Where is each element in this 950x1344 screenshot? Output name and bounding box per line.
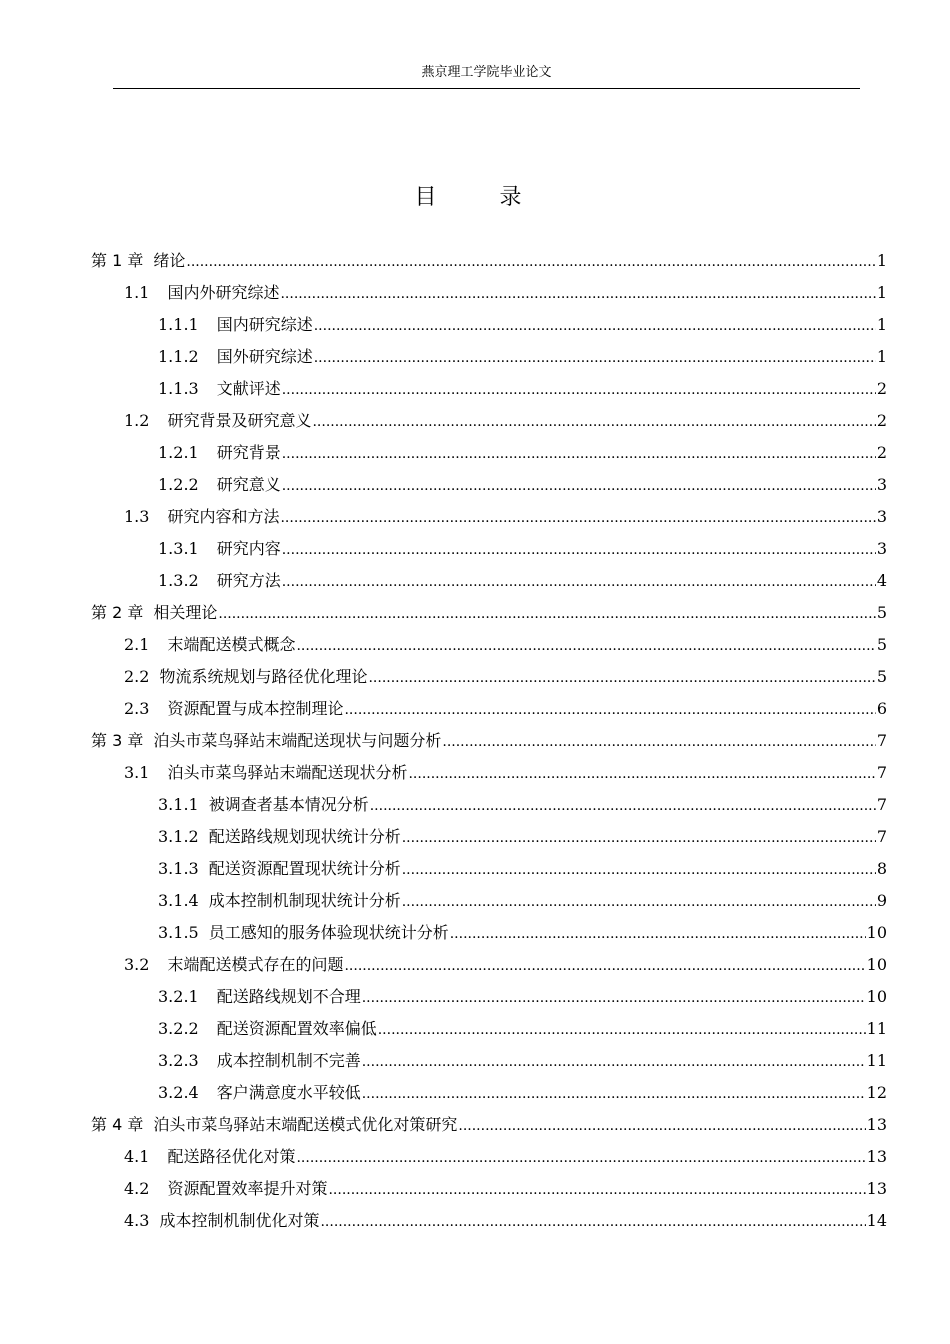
toc-entry-number: 3.1.2 <box>158 827 199 846</box>
toc-entry-number: 4.2 <box>124 1179 150 1198</box>
toc-entry-number: 1.1 <box>124 283 150 302</box>
toc-entry[interactable] <box>91 693 887 725</box>
toc-entry-label: 研究意义 <box>216 475 281 494</box>
toc-entry-page: 7 <box>876 731 887 750</box>
toc-entry-label: 泊头市菜鸟驿站末端配送现状分析 <box>167 763 408 782</box>
toc-entry-page: 2 <box>876 379 887 398</box>
toc-entry-page: 10 <box>866 955 887 974</box>
dot-leader <box>362 1046 866 1078</box>
toc-entry[interactable] <box>91 405 887 437</box>
toc-entry-number: 1.2.1 <box>158 443 199 462</box>
toc-entry[interactable] <box>91 373 887 405</box>
toc-entry-label: 国内研究综述 <box>216 315 313 334</box>
toc-entry[interactable] <box>91 309 887 341</box>
toc-entry-number: 1.3.2 <box>158 571 199 590</box>
toc-entry-number: 3.1.4 <box>158 891 199 910</box>
toc-entry-label: 配送路线规划现状统计分析 <box>208 827 401 846</box>
dot-leader <box>344 694 875 726</box>
toc-entry-label: 资源配置效率提升对策 <box>167 1179 328 1198</box>
dot-leader <box>280 502 875 534</box>
toc-entry-page: 4 <box>876 571 887 590</box>
toc-entry-page: 1 <box>876 315 887 334</box>
toc-entry[interactable] <box>91 757 887 789</box>
toc-entry-number: 3.1 <box>124 763 150 782</box>
toc-entry[interactable] <box>91 661 887 693</box>
toc-entry-page: 1 <box>876 251 887 270</box>
toc-entry-page: 1 <box>876 347 887 366</box>
toc-entry[interactable] <box>91 1109 887 1141</box>
toc-entry-page: 12 <box>866 1083 887 1102</box>
toc-entry-number: 4.3 <box>124 1211 150 1230</box>
toc-entry[interactable] <box>91 565 887 597</box>
toc-entry-label: 研究内容 <box>216 539 281 558</box>
toc-entry-number: 3.2.1 <box>158 987 199 1006</box>
toc-entry-number: 3.1.5 <box>158 923 199 942</box>
toc-entry-number: 3.1.1 <box>158 795 199 814</box>
toc-entry[interactable] <box>91 245 887 277</box>
dot-leader <box>328 1174 865 1206</box>
toc-entry-number: 1.3.1 <box>158 539 199 558</box>
dot-leader <box>368 662 875 694</box>
dot-leader <box>442 726 875 758</box>
toc-entry-number: 3.2.2 <box>158 1019 199 1038</box>
toc-entry-page: 10 <box>866 987 887 1006</box>
toc-entry-label: 配送资源配置效率偏低 <box>216 1019 377 1038</box>
header-text: 燕京理工学院毕业论文 <box>421 65 552 80</box>
toc-entry-number: 2.3 <box>124 699 150 718</box>
toc-entry-number: 3.1.3 <box>158 859 199 878</box>
toc-entry-number: 1.1.3 <box>158 379 199 398</box>
dot-leader <box>402 822 876 854</box>
toc-entry[interactable] <box>91 597 887 629</box>
dot-leader <box>344 950 865 982</box>
toc-entry[interactable] <box>91 821 887 853</box>
toc-entry-page: 3 <box>876 507 887 526</box>
toc-entry[interactable] <box>91 277 887 309</box>
toc-entry-page: 11 <box>866 1051 887 1070</box>
dot-leader <box>378 1014 866 1046</box>
toc-entry-page: 11 <box>866 1019 887 1038</box>
toc-title: 目 录 <box>414 185 550 210</box>
toc-entry[interactable] <box>91 469 887 501</box>
dot-leader <box>370 790 876 822</box>
toc-entry[interactable] <box>91 1173 887 1205</box>
toc-entry-label: 被调查者基本情况分析 <box>208 795 369 814</box>
dot-leader <box>402 854 876 886</box>
toc-entry-page: 7 <box>876 827 887 846</box>
toc-entry[interactable] <box>91 1205 887 1237</box>
toc-entry-label: 成本控制机制优化对策 <box>159 1211 320 1230</box>
toc-entry-page: 5 <box>876 603 887 622</box>
dot-leader <box>280 278 875 310</box>
toc-entry-label: 末端配送模式概念 <box>167 635 296 654</box>
toc-entry-label: 客户满意度水平较低 <box>216 1083 361 1102</box>
dot-leader <box>282 534 876 566</box>
toc-entry-page: 8 <box>876 859 887 878</box>
toc-entry-number: 2.1 <box>124 635 150 654</box>
toc-entry-page: 5 <box>876 667 887 686</box>
dot-leader <box>312 406 875 438</box>
toc-entry-number: 2.2 <box>124 667 150 686</box>
dot-leader <box>402 886 876 918</box>
dot-leader <box>450 918 866 950</box>
toc-entry-label: 研究内容和方法 <box>167 507 280 526</box>
toc-entry-page: 3 <box>876 475 887 494</box>
page-header <box>113 62 860 89</box>
toc-entry-label: 泊头市菜鸟驿站末端配送现状与问题分析 <box>153 731 442 750</box>
toc-entry[interactable] <box>91 981 887 1013</box>
toc-entry[interactable] <box>91 949 887 981</box>
toc-entry-label: 配送路线规划不合理 <box>216 987 361 1006</box>
toc-entry-label: 文献评述 <box>216 379 281 398</box>
toc-entry-page: 2 <box>876 443 887 462</box>
toc-entry[interactable] <box>91 853 887 885</box>
dot-leader <box>362 982 866 1014</box>
dot-leader <box>296 630 875 662</box>
toc-entry-number: 3.2.4 <box>158 1083 199 1102</box>
dot-leader <box>282 438 876 470</box>
toc-entry-label: 配送资源配置现状统计分析 <box>208 859 401 878</box>
toc-entry-number: 4.1 <box>124 1147 150 1166</box>
toc-entry-page: 6 <box>876 699 887 718</box>
toc-entry[interactable] <box>91 533 887 565</box>
dot-leader <box>218 598 875 630</box>
toc-entry[interactable] <box>91 341 887 373</box>
toc-entry[interactable] <box>91 501 887 533</box>
toc-entry[interactable] <box>91 629 887 661</box>
dot-leader <box>408 758 875 790</box>
toc-entry-label: 国外研究综述 <box>216 347 313 366</box>
toc-entry-label: 相关理论 <box>153 603 218 622</box>
toc-entry[interactable] <box>91 789 887 821</box>
dot-leader <box>282 566 876 598</box>
toc-entry-page: 13 <box>866 1147 887 1166</box>
toc-entry-label: 物流系统规划与路径优化理论 <box>159 667 368 686</box>
toc-entry[interactable] <box>91 885 887 917</box>
toc-entry-number: 1.1.1 <box>158 315 199 334</box>
dot-leader <box>314 342 876 374</box>
toc-entry-label: 资源配置与成本控制理论 <box>167 699 344 718</box>
dot-leader <box>320 1206 865 1238</box>
toc-entry-page: 7 <box>876 763 887 782</box>
toc-entry-page: 9 <box>876 891 887 910</box>
toc-entry[interactable] <box>91 1045 887 1077</box>
toc-entry[interactable] <box>91 1013 887 1045</box>
dot-leader <box>186 246 875 278</box>
table-of-contents <box>91 245 887 1237</box>
toc-entry-label: 研究背景及研究意义 <box>167 411 312 430</box>
toc-entry-page: 13 <box>866 1115 887 1134</box>
toc-entry-page: 3 <box>876 539 887 558</box>
toc-entry-number: 第 2 章 <box>91 603 144 622</box>
toc-entry-label: 成本控制机制不完善 <box>216 1051 361 1070</box>
toc-entry-number: 1.2.2 <box>158 475 199 494</box>
toc-entry-page: 13 <box>866 1179 887 1198</box>
toc-entry[interactable] <box>91 725 887 757</box>
toc-entry-number: 3.2.3 <box>158 1051 199 1070</box>
dot-leader <box>282 374 876 406</box>
toc-entry[interactable] <box>91 917 887 949</box>
toc-entry-label: 绪论 <box>153 251 186 270</box>
toc-entry-label: 末端配送模式存在的问题 <box>167 955 344 974</box>
toc-entry[interactable] <box>91 1077 887 1109</box>
toc-entry-label: 泊头市菜鸟驿站末端配送模式优化对策研究 <box>153 1115 458 1134</box>
toc-entry-page: 14 <box>866 1211 887 1230</box>
toc-entry-number: 第 3 章 <box>91 731 144 750</box>
toc-entry-page: 10 <box>866 923 887 942</box>
toc-entry-label: 配送路径优化对策 <box>167 1147 296 1166</box>
dot-leader <box>314 310 876 342</box>
toc-entry-label: 研究背景 <box>216 443 281 462</box>
toc-entry-label: 员工感知的服务体验现状统计分析 <box>208 923 449 942</box>
dot-leader <box>458 1110 865 1142</box>
toc-entry-number: 1.2 <box>124 411 150 430</box>
toc-entry-label: 成本控制机制现状统计分析 <box>208 891 401 910</box>
toc-entry-number: 第 4 章 <box>91 1115 144 1134</box>
toc-entry-page: 1 <box>876 283 887 302</box>
toc-entry-label: 研究方法 <box>216 571 281 590</box>
toc-entry-number: 1.1.2 <box>158 347 199 366</box>
toc-entry-label: 国内外研究综述 <box>167 283 280 302</box>
toc-entry[interactable] <box>91 437 887 469</box>
dot-leader <box>296 1142 865 1174</box>
dot-leader <box>282 470 876 502</box>
toc-entry[interactable] <box>91 1141 887 1173</box>
toc-entry-number: 3.2 <box>124 955 150 974</box>
toc-entry-page: 5 <box>876 635 887 654</box>
dot-leader <box>362 1078 866 1110</box>
toc-entry-number: 1.3 <box>124 507 150 526</box>
toc-entry-number: 第 1 章 <box>91 251 144 270</box>
toc-entry-page: 2 <box>876 411 887 430</box>
toc-entry-page: 7 <box>876 795 887 814</box>
